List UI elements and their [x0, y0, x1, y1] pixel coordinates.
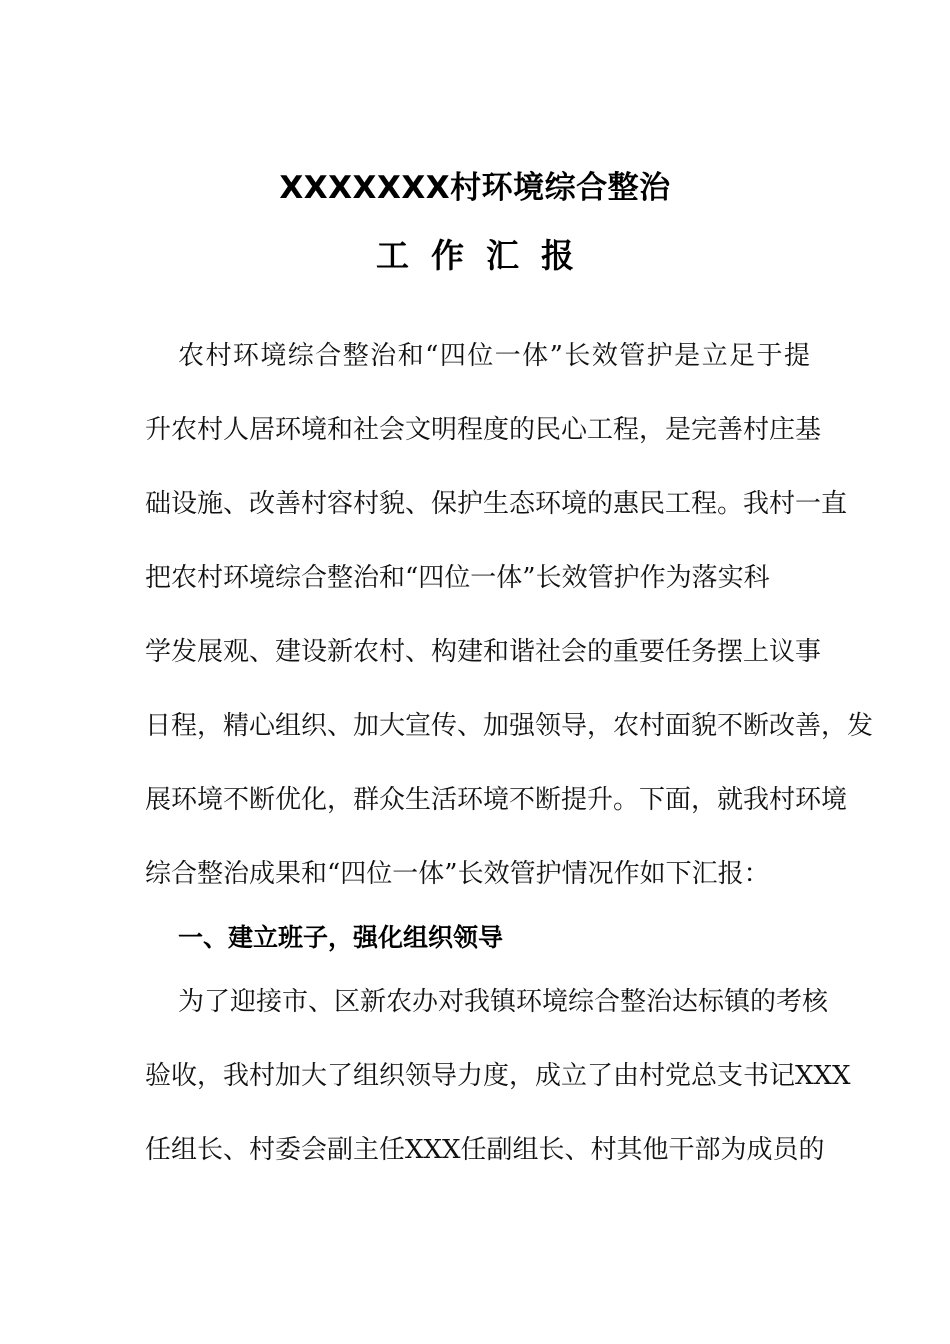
body-line: 升农村人居环境和社会文明程度的民心工程，是完善村庄基	[145, 415, 822, 445]
body-line: 综合整治成果和“四位一体”长效管护情况作如下汇报：	[145, 859, 770, 889]
body-line: 学发展观、建设新农村、构建和谐社会的重要任务摆上议事	[145, 637, 822, 667]
document-subtitle: 工作汇报	[376, 236, 596, 275]
body-line: 础设施、改善村容村貌、保护生态环境的惠民工程。我村一直	[145, 489, 848, 519]
body-line: 日程，精心组织、加大宣传、加强领导，农村面貌不断改善，发	[145, 711, 874, 741]
body-line: 验收，我村加大了组织领导力度，成立了由村党总支书记XXX	[145, 1061, 851, 1091]
body-line: 任组长、村委会副主任XXX任副组长、村其他干部为成员的	[145, 1135, 825, 1165]
body-line: 农村环境综合整治和“四位一体”长效管护是立足于提	[178, 341, 810, 371]
body-line: 为了迎接市、区新农办对我镇环境综合整治达标镇的考核	[178, 987, 829, 1017]
body-line: 展环境不断优化，群众生活环境不断提升。下面，就我村环境	[145, 785, 848, 815]
body-line: 把农村环境综合整治和“四位一体”长效管护作为落实科	[145, 563, 770, 593]
section-heading: 一、建立班子，强化组织领导	[178, 923, 504, 952]
document-title: XXXXXXX村环境综合整治	[279, 170, 671, 206]
